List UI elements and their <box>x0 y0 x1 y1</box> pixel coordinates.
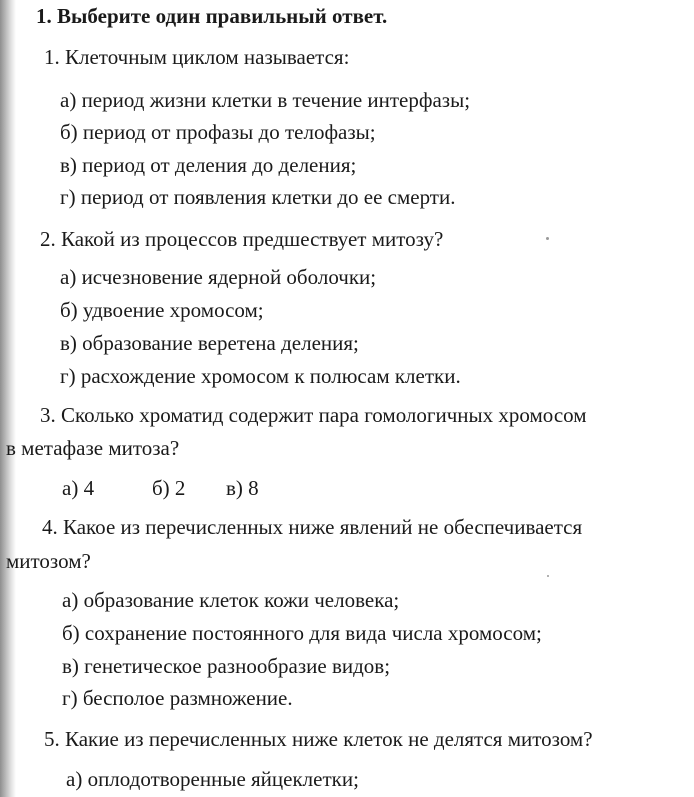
question-5-option-a: а) оплодотворенные яйцеклетки; <box>66 767 359 791</box>
question-2-option-c: в) образование веретена деления; <box>60 331 359 355</box>
section-heading: 1. Выберите один правильный ответ. <box>36 4 388 28</box>
question-1-text: 1. Клеточным циклом называется: <box>44 45 350 69</box>
question-4-option-d: г) бесполое размножение. <box>62 686 293 710</box>
question-3-text-line-1: 3. Сколько хроматид содержит пара гомологичных хромосом <box>40 403 587 427</box>
question-4-option-a: а) образование клеток кожи человека; <box>62 588 400 612</box>
question-4-option-c: в) генетическое разнообразие видов; <box>62 654 391 678</box>
question-1-option-d: г) период от появления клетки до ее смерти. <box>60 185 456 209</box>
question-2-option-b: б) удвоение хромосом; <box>60 298 264 322</box>
question-3-options <box>62 475 259 501</box>
question-2-option-d: г) расхождение хромосом к полюсам клетки. <box>60 364 461 388</box>
question-1-option-c: в) период от деления до деления; <box>60 153 357 177</box>
question-4-text-line-2: митозом? <box>6 549 91 573</box>
question-2-option-a: а) исчезновение ядерной оболочки; <box>60 265 377 289</box>
question-5-text: 5. Какие из перечисленных ниже клеток не делятся митозом? <box>44 727 593 751</box>
question-4-option-b: б) сохранение постоянного для вида числа хромосом; <box>62 621 542 645</box>
question-3-text-line-2: в метафазе митоза? <box>6 436 180 460</box>
question-2-text: 2. Какой из процессов предшествует митозу? <box>40 227 444 251</box>
question-4-text-line-1: 4. Какое из перечисленных ниже явлений не обеспечивается <box>42 515 583 539</box>
question-3-option-a: а) 4 <box>62 476 95 500</box>
question-1-option-b: б) период от профазы до телофазы; <box>60 120 376 144</box>
question-1-option-a: а) период жизни клетки в течение интерфазы; <box>60 88 471 112</box>
question-3-option-c: в) 8 <box>226 476 259 500</box>
question-3-option-b: б) 2 <box>152 476 186 500</box>
